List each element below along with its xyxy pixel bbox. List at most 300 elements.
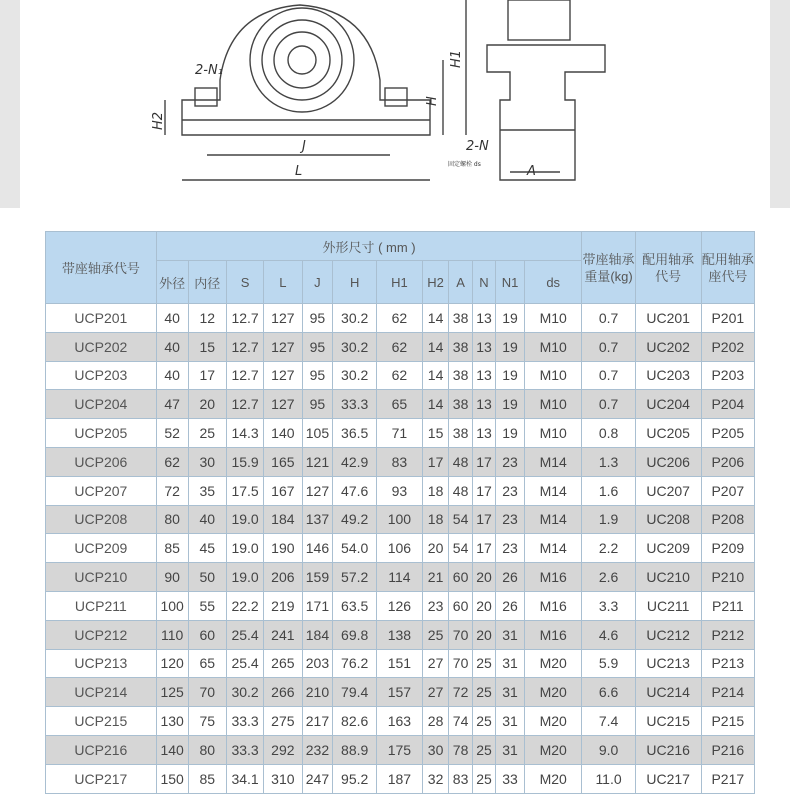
- value-cell: 20: [472, 563, 495, 592]
- value-cell: 27: [422, 678, 449, 707]
- value-cell: 127: [264, 332, 302, 361]
- value-cell: 219: [264, 591, 302, 620]
- value-cell: 19.0: [226, 563, 263, 592]
- value-cell: 0.7: [582, 332, 635, 361]
- value-cell: 74: [449, 707, 472, 736]
- value-cell: 57.2: [333, 563, 377, 592]
- value-cell: 27: [422, 649, 449, 678]
- sub-header-cell: L: [264, 261, 302, 304]
- value-cell: 7.4: [582, 707, 635, 736]
- value-cell: 275: [264, 707, 302, 736]
- value-cell: 45: [188, 534, 226, 563]
- table-row: [46, 304, 755, 333]
- value-cell: 184: [302, 620, 333, 649]
- model-cell: UCP208: [46, 505, 157, 534]
- value-cell: 18: [422, 505, 449, 534]
- value-cell: 137: [302, 505, 333, 534]
- value-cell: 30.2: [226, 678, 263, 707]
- value-cell: 48: [449, 476, 472, 505]
- value-cell: 127: [264, 361, 302, 390]
- value-cell: 26: [496, 591, 525, 620]
- value-cell: UC209: [635, 534, 701, 563]
- table-row: [46, 707, 755, 736]
- header-housing: 配用轴承座代号: [701, 232, 754, 304]
- value-cell: 17: [188, 361, 226, 390]
- value-cell: P210: [701, 563, 754, 592]
- value-cell: 33.3: [226, 707, 263, 736]
- value-cell: 13: [472, 304, 495, 333]
- value-cell: 19: [496, 361, 525, 390]
- model-cell: UCP210: [46, 563, 157, 592]
- value-cell: 80: [156, 505, 188, 534]
- technical-drawing: [0, 0, 790, 208]
- model-cell: UCP203: [46, 361, 157, 390]
- value-cell: 190: [264, 534, 302, 563]
- value-cell: 30.2: [333, 361, 377, 390]
- value-cell: 20: [472, 620, 495, 649]
- value-cell: 13: [472, 332, 495, 361]
- spec-table-wrap: [45, 231, 755, 794]
- value-cell: 54: [449, 534, 472, 563]
- value-cell: 23: [496, 534, 525, 563]
- value-cell: P217: [701, 764, 754, 793]
- value-cell: 0.7: [582, 361, 635, 390]
- value-cell: 33.3: [226, 735, 263, 764]
- value-cell: 23: [496, 476, 525, 505]
- sub-header-cell: A: [449, 261, 472, 304]
- shaft-bore-circle: [288, 46, 316, 74]
- value-cell: 4.6: [582, 620, 635, 649]
- value-cell: 138: [377, 620, 423, 649]
- model-cell: UCP213: [46, 649, 157, 678]
- value-cell: M20: [524, 678, 582, 707]
- value-cell: 18: [422, 476, 449, 505]
- value-cell: 49.2: [333, 505, 377, 534]
- value-cell: 40: [156, 304, 188, 333]
- value-cell: 70: [449, 649, 472, 678]
- value-cell: UC210: [635, 563, 701, 592]
- value-cell: 1.9: [582, 505, 635, 534]
- value-cell: 126: [377, 591, 423, 620]
- value-cell: 12.7: [226, 361, 263, 390]
- value-cell: 62: [377, 332, 423, 361]
- value-cell: P209: [701, 534, 754, 563]
- value-cell: 40: [156, 332, 188, 361]
- value-cell: 15: [188, 332, 226, 361]
- value-cell: 23: [496, 505, 525, 534]
- table-row: [46, 678, 755, 707]
- model-cell: UCP201: [46, 304, 157, 333]
- value-cell: M16: [524, 620, 582, 649]
- value-cell: 25: [472, 735, 495, 764]
- value-cell: 17: [472, 447, 495, 476]
- table-row: [46, 649, 755, 678]
- model-cell: UCP211: [46, 591, 157, 620]
- value-cell: M20: [524, 707, 582, 736]
- value-cell: 93: [377, 476, 423, 505]
- value-cell: M20: [524, 649, 582, 678]
- bolt-slot-right: [385, 88, 407, 106]
- value-cell: 17: [472, 476, 495, 505]
- value-cell: 42.9: [333, 447, 377, 476]
- value-cell: 265: [264, 649, 302, 678]
- value-cell: M10: [524, 304, 582, 333]
- value-cell: 1.6: [582, 476, 635, 505]
- value-cell: 203: [302, 649, 333, 678]
- sub-header-cell: H1: [377, 261, 423, 304]
- value-cell: 38: [449, 332, 472, 361]
- value-cell: 62: [377, 304, 423, 333]
- label-a: A: [527, 164, 536, 179]
- model-cell: UCP212: [46, 620, 157, 649]
- value-cell: 95: [302, 304, 333, 333]
- value-cell: 19: [496, 390, 525, 419]
- table-header: [46, 232, 755, 304]
- outer-ring-circle: [250, 8, 354, 112]
- value-cell: M16: [524, 591, 582, 620]
- value-cell: 25: [422, 620, 449, 649]
- value-cell: 14: [422, 361, 449, 390]
- sub-header-cell: H2: [422, 261, 449, 304]
- value-cell: M14: [524, 505, 582, 534]
- value-cell: 17.5: [226, 476, 263, 505]
- value-cell: 55: [188, 591, 226, 620]
- value-cell: M14: [524, 534, 582, 563]
- value-cell: 11.0: [582, 764, 635, 793]
- sub-header-cell: N1: [496, 261, 525, 304]
- value-cell: 85: [156, 534, 188, 563]
- value-cell: 140: [156, 735, 188, 764]
- table-row: [46, 620, 755, 649]
- table-row: [46, 735, 755, 764]
- sub-header-cell: J: [302, 261, 333, 304]
- value-cell: 121: [302, 447, 333, 476]
- value-cell: 75: [188, 707, 226, 736]
- model-cell: UCP216: [46, 735, 157, 764]
- value-cell: P213: [701, 649, 754, 678]
- value-cell: 65: [188, 649, 226, 678]
- value-cell: 266: [264, 678, 302, 707]
- value-cell: 83: [449, 764, 472, 793]
- value-cell: 78: [449, 735, 472, 764]
- value-cell: 12.7: [226, 304, 263, 333]
- value-cell: 25: [472, 678, 495, 707]
- value-cell: 14.3: [226, 419, 263, 448]
- value-cell: 127: [264, 390, 302, 419]
- label-small-note: 固定螺栓 ds: [448, 161, 481, 168]
- value-cell: 50: [188, 563, 226, 592]
- sub-header-cell: 内径: [188, 261, 226, 304]
- value-cell: 40: [188, 505, 226, 534]
- value-cell: UC212: [635, 620, 701, 649]
- table-row: [46, 591, 755, 620]
- value-cell: 12.7: [226, 390, 263, 419]
- model-cell: UCP205: [46, 419, 157, 448]
- value-cell: 171: [302, 591, 333, 620]
- value-cell: 62: [377, 361, 423, 390]
- value-cell: 20: [472, 591, 495, 620]
- value-cell: 105: [302, 419, 333, 448]
- value-cell: 76.2: [333, 649, 377, 678]
- value-cell: 25: [472, 707, 495, 736]
- value-cell: 0.7: [582, 304, 635, 333]
- value-cell: P214: [701, 678, 754, 707]
- value-cell: 65: [377, 390, 423, 419]
- value-cell: 100: [377, 505, 423, 534]
- sub-header-cell: ds: [524, 261, 582, 304]
- value-cell: 100: [156, 591, 188, 620]
- value-cell: M10: [524, 390, 582, 419]
- value-cell: 38: [449, 304, 472, 333]
- label-n: 2-N: [466, 139, 489, 154]
- value-cell: UC202: [635, 332, 701, 361]
- value-cell: 30.2: [333, 332, 377, 361]
- model-cell: UCP215: [46, 707, 157, 736]
- value-cell: 82.6: [333, 707, 377, 736]
- header-bearing: 配用轴承代号: [635, 232, 701, 304]
- sub-header-cell: S: [226, 261, 263, 304]
- value-cell: 163: [377, 707, 423, 736]
- table-row: [46, 476, 755, 505]
- table-row: [46, 332, 755, 361]
- value-cell: 35: [188, 476, 226, 505]
- value-cell: 151: [377, 649, 423, 678]
- value-cell: 20: [422, 534, 449, 563]
- value-cell: M10: [524, 419, 582, 448]
- value-cell: 13: [472, 361, 495, 390]
- value-cell: 33.3: [333, 390, 377, 419]
- value-cell: 12: [188, 304, 226, 333]
- value-cell: 95: [302, 332, 333, 361]
- value-cell: 19: [496, 332, 525, 361]
- table-row: [46, 534, 755, 563]
- value-cell: UC201: [635, 304, 701, 333]
- value-cell: P201: [701, 304, 754, 333]
- label-h: H: [425, 96, 440, 106]
- label-h2: H2: [151, 111, 166, 130]
- value-cell: P204: [701, 390, 754, 419]
- sub-header-cell: N: [472, 261, 495, 304]
- value-cell: 79.4: [333, 678, 377, 707]
- value-cell: 38: [449, 361, 472, 390]
- value-cell: M20: [524, 764, 582, 793]
- table-row: [46, 563, 755, 592]
- value-cell: 5.9: [582, 649, 635, 678]
- value-cell: 210: [302, 678, 333, 707]
- value-cell: 52: [156, 419, 188, 448]
- value-cell: UC215: [635, 707, 701, 736]
- value-cell: P212: [701, 620, 754, 649]
- value-cell: 32: [422, 764, 449, 793]
- value-cell: 150: [156, 764, 188, 793]
- value-cell: P216: [701, 735, 754, 764]
- value-cell: M10: [524, 332, 582, 361]
- value-cell: 0.8: [582, 419, 635, 448]
- value-cell: 19.0: [226, 505, 263, 534]
- value-cell: 38: [449, 419, 472, 448]
- value-cell: 31: [496, 620, 525, 649]
- model-cell: UCP209: [46, 534, 157, 563]
- value-cell: 25: [472, 649, 495, 678]
- value-cell: 30.2: [333, 304, 377, 333]
- value-cell: 60: [449, 563, 472, 592]
- value-cell: 14: [422, 304, 449, 333]
- value-cell: 31: [496, 649, 525, 678]
- value-cell: 25.4: [226, 649, 263, 678]
- value-cell: 23: [422, 591, 449, 620]
- table-body: [46, 304, 755, 794]
- value-cell: 95: [302, 361, 333, 390]
- value-cell: 241: [264, 620, 302, 649]
- value-cell: 25: [188, 419, 226, 448]
- value-cell: 72: [156, 476, 188, 505]
- value-cell: 232: [302, 735, 333, 764]
- label-l: L: [295, 164, 303, 179]
- side-view-outline: [487, 45, 605, 180]
- value-cell: 125: [156, 678, 188, 707]
- value-cell: 9.0: [582, 735, 635, 764]
- value-cell: 175: [377, 735, 423, 764]
- sub-header-cell: 外径: [156, 261, 188, 304]
- value-cell: 130: [156, 707, 188, 736]
- value-cell: 60: [449, 591, 472, 620]
- value-cell: 33: [496, 764, 525, 793]
- value-cell: 206: [264, 563, 302, 592]
- value-cell: M20: [524, 735, 582, 764]
- value-cell: P211: [701, 591, 754, 620]
- table-row: [46, 419, 755, 448]
- value-cell: 114: [377, 563, 423, 592]
- value-cell: 247: [302, 764, 333, 793]
- value-cell: 80: [188, 735, 226, 764]
- table-row: [46, 390, 755, 419]
- model-cell: UCP206: [46, 447, 157, 476]
- value-cell: 38: [449, 390, 472, 419]
- value-cell: 17: [422, 447, 449, 476]
- value-cell: P205: [701, 419, 754, 448]
- value-cell: M14: [524, 447, 582, 476]
- value-cell: 22.2: [226, 591, 263, 620]
- value-cell: 54.0: [333, 534, 377, 563]
- value-cell: 120: [156, 649, 188, 678]
- value-cell: 95.2: [333, 764, 377, 793]
- value-cell: 63.5: [333, 591, 377, 620]
- value-cell: 17: [472, 505, 495, 534]
- value-cell: P208: [701, 505, 754, 534]
- value-cell: M10: [524, 361, 582, 390]
- value-cell: 60: [188, 620, 226, 649]
- value-cell: 83: [377, 447, 423, 476]
- value-cell: UC207: [635, 476, 701, 505]
- label-j: J: [302, 139, 306, 154]
- value-cell: 159: [302, 563, 333, 592]
- value-cell: 12.7: [226, 332, 263, 361]
- value-cell: 62: [156, 447, 188, 476]
- value-cell: 31: [496, 707, 525, 736]
- value-cell: 20: [188, 390, 226, 419]
- bolt-slot-left: [195, 88, 217, 106]
- value-cell: 127: [302, 476, 333, 505]
- value-cell: 34.1: [226, 764, 263, 793]
- value-cell: 23: [496, 447, 525, 476]
- value-cell: 28: [422, 707, 449, 736]
- value-cell: 106: [377, 534, 423, 563]
- side-view-bearing: [508, 0, 570, 40]
- value-cell: 31: [496, 735, 525, 764]
- value-cell: 54: [449, 505, 472, 534]
- model-cell: UCP204: [46, 390, 157, 419]
- value-cell: 21: [422, 563, 449, 592]
- value-cell: 88.9: [333, 735, 377, 764]
- value-cell: UC206: [635, 447, 701, 476]
- model-cell: UCP202: [46, 332, 157, 361]
- inner-ring-circle: [274, 32, 330, 88]
- value-cell: P203: [701, 361, 754, 390]
- value-cell: UC211: [635, 591, 701, 620]
- value-cell: 19: [496, 304, 525, 333]
- value-cell: M16: [524, 563, 582, 592]
- value-cell: 19: [496, 419, 525, 448]
- value-cell: M14: [524, 476, 582, 505]
- value-cell: 69.8: [333, 620, 377, 649]
- value-cell: 71: [377, 419, 423, 448]
- value-cell: 217: [302, 707, 333, 736]
- header-model: 带座轴承代号: [46, 232, 157, 304]
- value-cell: 30: [188, 447, 226, 476]
- value-cell: 140: [264, 419, 302, 448]
- value-cell: 17: [472, 534, 495, 563]
- value-cell: 110: [156, 620, 188, 649]
- value-cell: 0.7: [582, 390, 635, 419]
- value-cell: 184: [264, 505, 302, 534]
- value-cell: 310: [264, 764, 302, 793]
- value-cell: UC208: [635, 505, 701, 534]
- value-cell: 1.3: [582, 447, 635, 476]
- sub-header-cell: H: [333, 261, 377, 304]
- value-cell: 2.2: [582, 534, 635, 563]
- value-cell: 2.6: [582, 563, 635, 592]
- label-n1: 2-N₁: [195, 63, 223, 78]
- value-cell: 31: [496, 678, 525, 707]
- value-cell: 165: [264, 447, 302, 476]
- value-cell: 36.5: [333, 419, 377, 448]
- bearing-drawing-svg: [0, 0, 790, 208]
- value-cell: 25.4: [226, 620, 263, 649]
- value-cell: 6.6: [582, 678, 635, 707]
- value-cell: 25: [472, 764, 495, 793]
- header-weight: 带座轴承重量(kg): [582, 232, 635, 304]
- value-cell: UC216: [635, 735, 701, 764]
- value-cell: UC204: [635, 390, 701, 419]
- value-cell: P202: [701, 332, 754, 361]
- value-cell: 127: [264, 304, 302, 333]
- model-cell: UCP214: [46, 678, 157, 707]
- value-cell: 72: [449, 678, 472, 707]
- value-cell: 48: [449, 447, 472, 476]
- value-cell: UC217: [635, 764, 701, 793]
- value-cell: 95: [302, 390, 333, 419]
- value-cell: 13: [472, 419, 495, 448]
- value-cell: 15: [422, 419, 449, 448]
- spec-table: [45, 231, 755, 794]
- table-row: [46, 447, 755, 476]
- table-row: [46, 361, 755, 390]
- value-cell: 85: [188, 764, 226, 793]
- value-cell: 13: [472, 390, 495, 419]
- value-cell: UC214: [635, 678, 701, 707]
- value-cell: 19.0: [226, 534, 263, 563]
- label-h1: H1: [449, 49, 464, 68]
